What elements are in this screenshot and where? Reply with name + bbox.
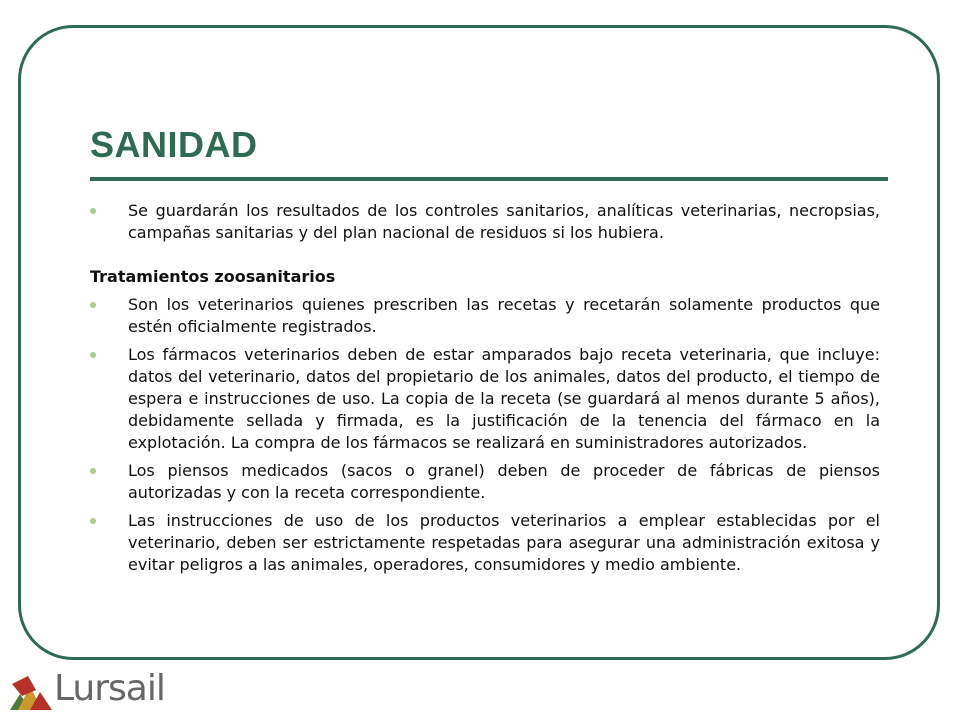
section-subheading: Tratamientos zoosanitarios	[90, 267, 336, 286]
bullet-list	[90, 294, 880, 576]
bullet-dot-icon	[90, 302, 96, 308]
bullet-text: Los piensos medicados (sacos o granel) deben de proceder de fábricas de piensos autorizadas y con la receta correspondiente.	[128, 461, 880, 502]
bullet-text: Son los veterinarios quienes prescriben las recetas y recetarán solamente productos que estén oficialmente registrados.	[128, 295, 880, 336]
list-item	[90, 510, 880, 576]
bullet-dot-icon	[90, 518, 96, 524]
bullet-text: Los fármacos veterinarios deben de estar amparados bajo receta veterinaria, que incluye: datos del veterinario, datos del propietario de los animales, datos del producto, el tiempo de espera e instrucciones de uso. La copia de la receta (se guardará al menos durante 5 años), debidamente sellada y firmada, es la justificación de la tenencia del fármaco en la explotación. La compra de los fármacos se realizará en suministradores autorizados.	[128, 345, 880, 452]
list-item	[90, 294, 880, 338]
title-underline	[90, 177, 888, 181]
bullet-list-top	[90, 200, 880, 244]
bullet-text: Se guardarán los resultados de los controles sanitarios, analíticas veterinarias, necropsias, campañas sanitarias y del plan nacional de residuos si los hubiera.	[128, 201, 880, 242]
bullet-text: Las instrucciones de uso de los productos veterinarios a emplear establecidas por el veterinario, deben ser estrictamente respetadas para asegurar una administración exitosa y evitar peligros a las animales, operadores, consumidores y medio ambiente.	[128, 511, 880, 574]
bullet-dot-icon	[90, 208, 96, 214]
slide-title: SANIDAD	[90, 124, 258, 165]
list-item	[90, 460, 880, 504]
list-item	[90, 200, 880, 244]
logo-wordmark: Lursail	[54, 668, 165, 709]
logo-mark-icon	[8, 670, 54, 714]
bullet-dot-icon	[90, 352, 96, 358]
bullet-dot-icon	[90, 468, 96, 474]
company-logo	[8, 668, 188, 716]
list-item	[90, 344, 880, 454]
slide-content	[90, 200, 880, 582]
